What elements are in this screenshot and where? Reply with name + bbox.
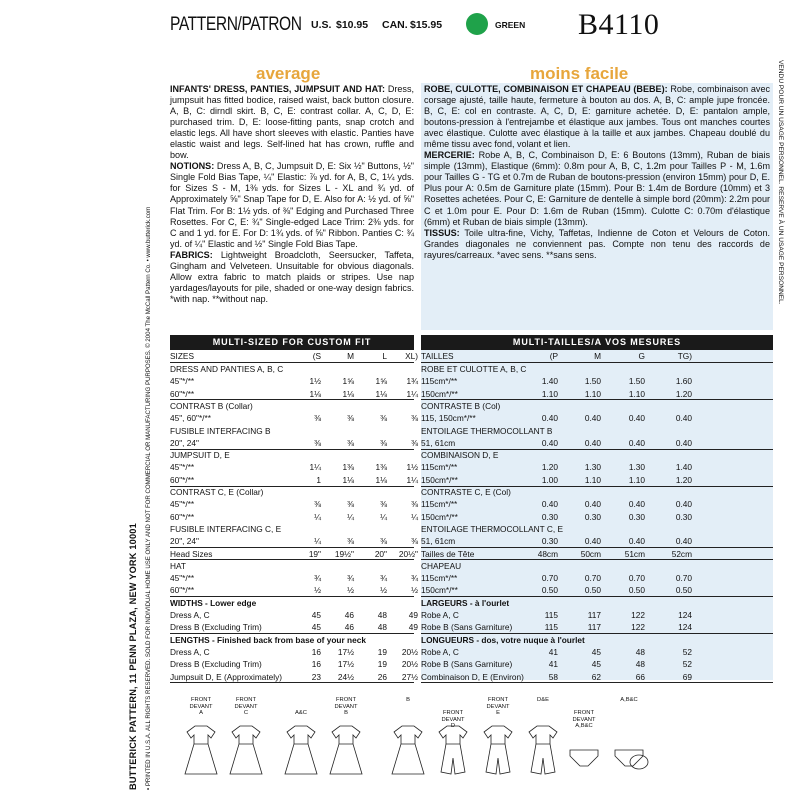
table-cell: 1.10 [584, 474, 601, 485]
table-row-label: Robe B (Sans Garniture) [421, 659, 513, 670]
table-row-label: ENTOILAGE THERMOCOLLANT C, E [421, 523, 564, 534]
table-divider [170, 682, 414, 683]
table-header-size: M [347, 351, 354, 361]
table-row-label: CONTRAST C, E (Collar) [170, 487, 264, 497]
table-cell: 49 [408, 610, 418, 620]
table-cell: 20" [374, 548, 387, 559]
table-row-label: Tailles de Tête [421, 548, 475, 559]
us-label: U.S. [311, 19, 332, 31]
table-cell: 1.10 [628, 474, 645, 485]
table-row-label: Dress A, C [170, 646, 210, 657]
table-divider [421, 362, 773, 363]
table-cell: 23 [311, 671, 321, 682]
table-cell: 49 [408, 622, 418, 633]
sketch-label: FRONT DEVANT B [334, 697, 358, 716]
table-cell: ¼ [347, 511, 354, 522]
table-row-label: 51, 61cm [421, 437, 456, 448]
table-row-label: DRESS AND PANTIES A, B, C [170, 364, 284, 374]
table-cell: 117 [587, 610, 601, 620]
sketch-label: A,B&C [620, 697, 638, 703]
table-cell: 1¼ [406, 388, 418, 399]
table-cell: 52cm [671, 548, 692, 559]
table-cell: 1⅛ [375, 388, 387, 399]
table-cell: 1 [316, 474, 321, 485]
table-row-label: Dress B (Excluding Trim) [170, 622, 262, 633]
table-header-size: L [382, 351, 387, 361]
side-rights-text: • PRINTED IN U.S.A. ALL RIGHTS RESERVED. SOLD FOR INDIVIDUAL HOME USE ONLY AND NOT FOR COMMERCIAL OR MANUFACTURING PURPOSES. © 2004 The McCall Pattern Co. • www.butterick.com [145, 206, 152, 790]
table-cell: 0.40 [541, 499, 558, 510]
table-cell: 117 [587, 622, 601, 633]
table-cell: 1¼ [406, 474, 418, 485]
sketch-label: FRONT DEVANT A [189, 697, 213, 716]
table-cell: 0.40 [584, 437, 601, 448]
table-cell: 0.40 [628, 536, 645, 547]
garment-sketch [609, 722, 649, 784]
table-cell: 1⅛ [375, 474, 387, 485]
table-row-label: WIDTHS - Lower edge [170, 597, 257, 608]
table-cell: 1.20 [675, 474, 692, 485]
table-cell: ¼ [411, 511, 418, 522]
table-cell: 1.10 [541, 388, 558, 399]
table-cell: 17½ [337, 646, 354, 657]
table-cell: 46 [344, 622, 354, 633]
table-cell: 1⅜ [375, 462, 387, 473]
table-cell: 1.10 [584, 388, 601, 399]
table-cell: 48cm [537, 548, 558, 559]
table-cell: 16 [311, 646, 321, 657]
table-cell: 1.50 [628, 376, 645, 387]
table-cell: 0.40 [628, 437, 645, 448]
table-cell: 19½" [334, 548, 354, 559]
table-row-label: 150cm*/** [421, 511, 458, 522]
table-row-label: Combinaison D, E (Environ) [421, 671, 524, 682]
table-row-label: 45"*/** [170, 573, 195, 584]
table-cell: 124 [678, 610, 692, 620]
table-cell: 45 [591, 659, 601, 670]
table-cell: 0.40 [675, 499, 692, 510]
table-cell: 0.50 [584, 585, 601, 596]
table-cell: ¾ [314, 573, 321, 584]
table-row-label: 60"*/** [170, 511, 195, 522]
table-header-label: TAILLES [421, 351, 454, 361]
table-row-label: 115cm*/** [421, 499, 458, 510]
garment-sketch [326, 722, 366, 784]
table-row-label: CHAPEAU [421, 560, 462, 571]
sketch-label: B [406, 697, 410, 703]
table-cell: 0.40 [628, 499, 645, 510]
table-cell: 1.40 [541, 376, 558, 387]
table-cell: ⅜ [347, 437, 354, 448]
table-header-label: SIZES [170, 351, 194, 361]
table-cell: 58 [548, 671, 558, 682]
garment-sketch [523, 722, 563, 784]
table-cell: 0.30 [541, 511, 558, 522]
table-cell: 45 [311, 622, 321, 633]
level-fr: moins facile [530, 64, 629, 83]
table-cell: 0.30 [628, 511, 645, 522]
table-cell: ⅜ [380, 536, 387, 547]
table-cell: ⅜ [347, 536, 354, 547]
table-row-label: FUSIBLE INTERFACING B [170, 425, 271, 436]
pattern-number: B4110 [578, 8, 660, 41]
table-cell: 0.40 [541, 413, 558, 424]
table-cell: 0.70 [675, 573, 692, 584]
table-cell: 51cm [624, 548, 645, 559]
table-cell: 45 [311, 610, 321, 620]
garment-sketch [388, 722, 428, 784]
table-cell: 41 [548, 659, 558, 670]
table-cell: 0.40 [584, 499, 601, 510]
table-cell: 0.50 [675, 585, 692, 596]
table-cell: 1.30 [628, 462, 645, 473]
table-cell: ⅜ [347, 499, 354, 510]
table-cell: 1⅜ [342, 462, 354, 473]
table-cell: 1⅝ [342, 376, 354, 387]
table-cell: 1¼ [309, 462, 321, 473]
table-cell: 26 [377, 671, 387, 682]
table-cell: 1.10 [628, 388, 645, 399]
table-cell: 41 [548, 646, 558, 657]
table-cell: 17½ [337, 659, 354, 670]
table-cell: 46 [344, 610, 354, 620]
table-cell: ¾ [347, 573, 354, 584]
table-cell: ¼ [314, 536, 321, 547]
garment-sketch [281, 722, 321, 784]
table-cell: ⅜ [380, 437, 387, 448]
table-cell: 0.70 [541, 573, 558, 584]
table-cell: 24½ [337, 671, 354, 682]
brand-title: PATTERN/PATRON [170, 14, 302, 35]
table-cell: ⅜ [411, 413, 418, 424]
table-cell: 1⅛ [342, 474, 354, 485]
table-cell: 45 [591, 646, 601, 657]
table-row-label: CONTRASTE C, E (Col) [421, 487, 511, 497]
table-row-label: 20", 24" [170, 437, 199, 448]
sketch-label: D&E [537, 697, 549, 703]
table-cell: 0.40 [675, 437, 692, 448]
table-cell: ⅜ [314, 499, 321, 510]
table-header-size: TG) [677, 351, 692, 361]
table-row-label: LENGTHS - Finished back from base of your neck [170, 634, 366, 645]
table-row-label: ROBE ET CULOTTE A, B, C [421, 364, 527, 374]
table-row-label: CONTRASTE B (Col) [421, 400, 501, 411]
table-row-label: 60"*/** [170, 388, 195, 399]
table-row-label: 115cm*/** [421, 573, 458, 584]
table-cell: 0.70 [584, 573, 601, 584]
sketch-label: FRONT DEVANT C [234, 697, 258, 716]
table-row-label: Robe B (Sans Garniture) [421, 622, 513, 633]
garment-sketch [564, 722, 604, 784]
garment-sketch [226, 722, 266, 784]
table-cell: ⅜ [411, 437, 418, 448]
table-cell: ⅜ [411, 536, 418, 547]
table-cell: 0.40 [675, 413, 692, 424]
table-cell: ¼ [314, 511, 321, 522]
table-cell: 48 [635, 659, 645, 670]
table-cell: 66 [635, 671, 645, 682]
table-cell: ½ [347, 585, 354, 596]
table-cell: 48 [377, 610, 387, 620]
table-divider [421, 682, 773, 683]
table-row-label: 45"*/** [170, 499, 195, 510]
table-cell: ⅜ [380, 413, 387, 424]
us-price: $10.95 [336, 19, 369, 31]
table-row-label: 60"*/** [170, 585, 195, 596]
table-cell: 19" [308, 548, 321, 559]
table-cell: 62 [591, 671, 601, 682]
can-price: $15.95 [410, 19, 443, 31]
table-row-label: FUSIBLE INTERFACING C, E [170, 523, 282, 534]
table-cell: 19 [377, 646, 387, 657]
table-cell: ½ [411, 585, 418, 596]
sketch-label: FRONT DEVANT D [441, 710, 465, 729]
color-label: GREEN [495, 20, 526, 30]
table-row-label: Dress A, C [170, 610, 210, 620]
table-row-label: LONGUEURS - dos, votre nuque à l'ourlet [421, 634, 585, 645]
table-row-label: COMBINAISON D, E [421, 450, 499, 461]
table-row-label: 45"*/** [170, 462, 195, 473]
table-cell: 122 [631, 610, 645, 620]
table-cell: 0.40 [628, 413, 645, 424]
table-cell: ⅜ [314, 437, 321, 448]
table-cell: 0.30 [584, 511, 601, 522]
table-cell: ⅜ [314, 413, 321, 424]
right-edge-text: VENDU POUR UN USAGE PERSONNEL. RESERVE À UN USAGE PERSONNEL. [777, 60, 784, 305]
table-cell: 48 [635, 646, 645, 657]
table-cell: ¾ [411, 573, 418, 584]
table-row-label: 115cm*/** [421, 376, 458, 387]
level-en: average [256, 64, 321, 83]
garment-sketch [181, 722, 221, 784]
table-cell: ½ [380, 585, 387, 596]
table-cell: 1.40 [675, 462, 692, 473]
table-row-label: HAT [170, 560, 186, 571]
table-cell: 115 [544, 622, 558, 633]
english-description: INFANTS' DRESS, PANTIES, JUMPSUIT AND HAT: Dress, jumpsuit has fitted bodice, raised waist, back button closure. A, B, C: dirndl skirt. B, C, E: contrast collar. A, C, D, E: purchased trim. D, E: loose-fitting pants, snap crotch and elastic legs. All have short sleeves with elastic. Panties have elastic waist and legs. Self-lined hat has crown, ruffle and bow. NOTIONS: Dress A, B, C, Jumpsuit D, E: Six ½" Buttons, ½" Single Fold Bias Tape, ¼" Elastic: ⅞ yd. for A, B, C, 1¼ yds. for Sizes S - M, 1⅜ yds. for Sizes L - XL and ¾ yd. of Approximately ⅝" Snap Tape for D, E. Also for A: ½ yd. of ⅝" Flat Trim. For B: 1½ yds. of ⅜" Edging and Purchased Three Rosettes. For C, E: ¾" Single-edged Lace Trim: 2⅜ yds. for C and 1 yd. for E. For D: 1¾ yds. of ⅝" Ribbon. Panties C: ¾ yd. of ¼" Elastic and ½" Single Fold Bias Tape. FABRICS: Lightweight Broadcloth, Seersucker, Taffeta, Gingham and Velveteen. Unsuitable for obvious diagonals. Allow extra fabric to match plaids or stripes. Use nap yardages/layouts for pile, shaded or one-way design fabrics. *with nap. **without nap. [170, 84, 414, 304]
table-cell: ¼ [380, 511, 387, 522]
table-cell: 0.50 [541, 585, 558, 596]
table-heading-en: MULTI-SIZED FOR CUSTOM FIT [170, 335, 414, 350]
table-cell: 1.30 [584, 462, 601, 473]
table-cell: 0.30 [541, 536, 558, 547]
table-cell: 124 [678, 622, 692, 633]
table-divider [170, 559, 414, 560]
table-cell: 0.40 [541, 437, 558, 448]
table-row-label: 20", 24" [170, 536, 199, 547]
table-row-label: CONTRAST B (Collar) [170, 400, 253, 411]
table-cell: 27½ [401, 671, 418, 682]
table-row-label: LARGEURS - à l'ourlet [421, 597, 510, 608]
table-header-size: G [638, 351, 645, 361]
table-cell: ¾ [380, 573, 387, 584]
table-cell: 1⅛ [309, 388, 321, 399]
table-cell: ⅜ [380, 499, 387, 510]
table-cell: 1.00 [541, 474, 558, 485]
table-cell: 122 [631, 622, 645, 633]
table-row-label: Robe A, C [421, 610, 459, 620]
table-cell: 69 [682, 671, 692, 682]
table-row-label: 45"*/** [170, 376, 195, 387]
garment-sketch [478, 722, 518, 784]
sketch-label: FRONT DEVANT E [486, 697, 510, 716]
french-description: ROBE, CULOTTE, COMBINAISON ET CHAPEAU (BEBE): Robe, combinaison avec corsage ajusté, taille haute, fermeture à bouton au dos. A, B, C: ample jupe froncée. B, C, E: col en contraste. A, C, D, E: garniture achetée. D, E: pantalon ample, boutons-pression à l'entrejambe et élastique aux jambes. Tous ont manches courtes avec élastique. Culotte avec élastique à la taille et aux jambes. Chapeau doublé du même tissu avec fond, volant et lien. MERCERIE: Robe A, B, C, Combinaison D, E: 6 Boutons (13mm), Ruban de biais simple (13mm), Elastique (6mm): 0.8m pour A, B, C, 1.2m pour Tailles P - M, 1.6m pour Tailles G - TG et 0.7m de Ruban de boutons-pression (environ 15mm) pour D, E. Plus pour A: 0.5m de Garniture plate (15mm). Pour B: 1.4m de Bordure (10mm) et 3 Rosettes achetées. Pour C, E: Garniture de dentelle à simple bord (20mm): 2.2m pour C et 1.0m pour E. Pour D: 1.6m de Ruban (15mm). Culotte C: 0.70m d'élastique (6mm) et Ruban de biais simple (13mm). TISSUS: Toile ultra-fine, Vichy, Taffetas, Indienne de Coton et Velours de Coton. Grandes diagonales ne conviennent pas. Compte non tenu des raccords de rayures/carreaux. *avec sens. **sans sens. [424, 84, 770, 260]
table-row-label: 45", 60"*/** [170, 413, 211, 424]
table-cell: 19 [377, 659, 387, 670]
table-cell: 1⅛ [342, 388, 354, 399]
table-cell: 16 [311, 659, 321, 670]
table-row-label: Head Sizes [170, 548, 213, 559]
table-cell: 52 [682, 659, 692, 670]
table-row-label: ENTOILAGE THERMOCOLLANT B [421, 425, 553, 436]
table-cell: 1.50 [584, 376, 601, 387]
table-cell: 0.40 [584, 413, 601, 424]
table-cell: 1½ [406, 462, 418, 473]
sketch-label: A&C [295, 710, 307, 716]
table-cell: ⅜ [347, 413, 354, 424]
table-row-label: 150cm*/** [421, 474, 458, 485]
side-publisher-text: BUTTERICK PATTERN, 11 PENN PLAZA, NEW YORK 10001 [128, 523, 138, 790]
table-cell: 0.70 [628, 573, 645, 584]
table-row-label: 115cm*/** [421, 462, 458, 473]
table-cell: ½ [314, 585, 321, 596]
garment-sketch [433, 722, 473, 784]
table-row-label: 115, 150cm*/** [421, 413, 476, 424]
table-row-label: 60"*/** [170, 474, 195, 485]
table-cell: 1.20 [541, 462, 558, 473]
table-row-label: 51, 61cm [421, 536, 456, 547]
can-label: CAN. [382, 19, 408, 31]
table-row-label: Robe A, C [421, 646, 459, 657]
table-cell: 0.40 [584, 536, 601, 547]
table-cell: 48 [377, 622, 387, 633]
table-cell: 50cm [580, 548, 601, 559]
table-cell: 52 [682, 646, 692, 657]
table-row-label: 150cm*/** [421, 585, 458, 596]
table-cell: 0.50 [628, 585, 645, 596]
table-cell: 1½ [309, 376, 321, 387]
table-cell: 20½" [398, 548, 418, 559]
table-header-size: (S [312, 351, 321, 361]
table-cell: 1¾ [406, 376, 418, 387]
color-swatch [466, 13, 488, 35]
table-row-label: 150cm*/** [421, 388, 458, 399]
table-divider [170, 362, 414, 363]
table-header-size: (P [549, 351, 558, 361]
table-cell: 20½ [401, 646, 418, 657]
table-row-label: Dress B (Excluding Trim) [170, 659, 262, 670]
table-header-size: XL) [405, 351, 418, 361]
table-cell: 1.20 [675, 388, 692, 399]
table-cell: 115 [544, 610, 558, 620]
table-cell: ⅜ [411, 499, 418, 510]
table-cell: 20½ [401, 659, 418, 670]
table-cell: 0.30 [675, 511, 692, 522]
table-cell: 1.60 [675, 376, 692, 387]
table-divider [421, 559, 773, 560]
table-cell: 0.40 [675, 536, 692, 547]
table-header-size: M [594, 351, 601, 361]
table-heading-fr: MULTI-TAILLES/A VOS MESURES [421, 335, 773, 350]
table-row-label: Jumpsuit D, E (Approximately) [170, 671, 283, 682]
sketch-label: FRONT DEVANT A,B&C [572, 710, 596, 729]
table-row-label: JUMPSUIT D, E [170, 450, 230, 461]
table-cell: 1⅝ [375, 376, 387, 387]
